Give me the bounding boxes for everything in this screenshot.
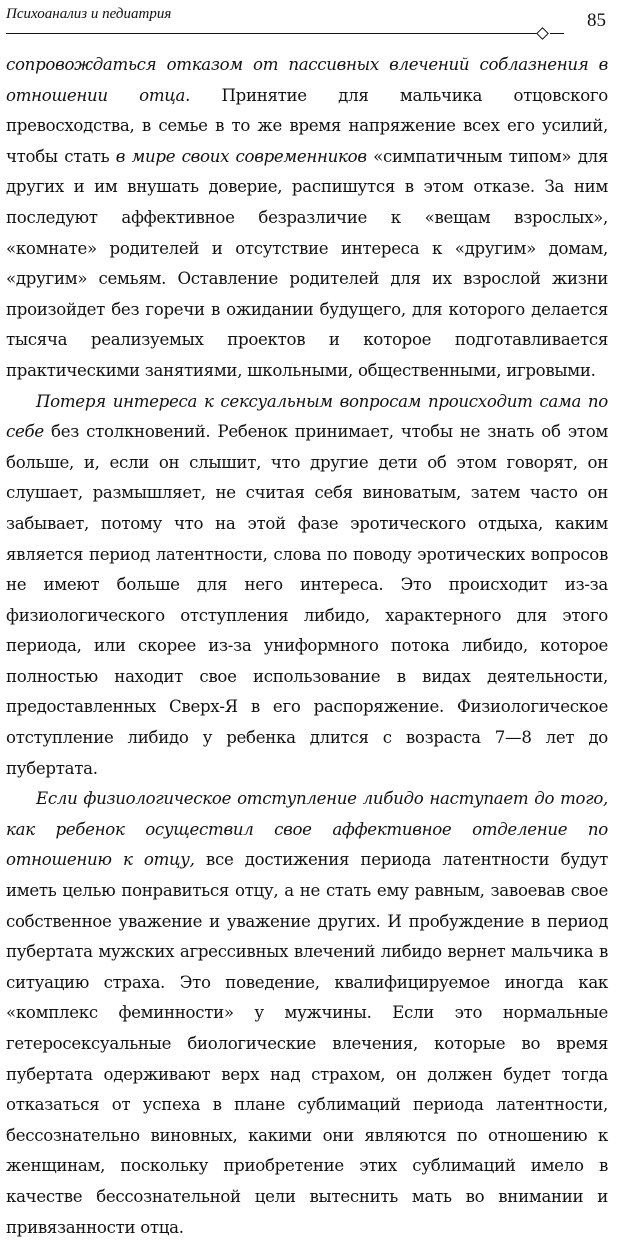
paragraph-3 bbox=[6, 784, 608, 1243]
text-run: без столкновений. Ребенок принимает, чтобы не знать об этом больше, и, если он слышит, что другие дети об этом говорят, он слушает, размышляет, не считая себя виноватым, затем часто он забывает, потому что на этой фазе эротического отдыха, каким является период латентности, слова по поводу эротических вопросов не имеют больше для него интереса. Это происходит из-за физиологического отступления либидо, характерного для этого периода, или скорее из-за униформного потока либидо, которое полностью находит свое использование в видах деятельности, предоставленных Сверх-Я в его распоряжение. Физиологическое отступление либидо у ребенка длится с возраста 7—8 лет до пубертата. bbox=[6, 422, 608, 778]
paragraph-1 bbox=[6, 50, 608, 387]
text-run: Потеря интереса к сексуальным вопросам происходит сама по себе bbox=[6, 391, 608, 442]
body-text bbox=[6, 50, 608, 1243]
paragraph-2 bbox=[6, 387, 608, 785]
running-title: Психоанализ и педиатрия bbox=[6, 6, 172, 22]
header-diamond-ornament bbox=[536, 27, 549, 40]
text-run: Если физиологическое отступление либидо наступает до того, как ребенок осуществил свое аффективное отделение по отношению к отцу, bbox=[6, 789, 608, 870]
text-run: «симпатичным типом» для других и им внушать доверие, распишутся в этом отказе. За ним последуют аффективное безразличие к «вещам взрослых», «комнате» родителей и отсутствие интереса к «другим» домам, «другим» семьям. Оставление родителей для их взрослой жизни произойдет без горечи в ожидании будущего, для которого делается тысяча реализуемых проектов и которое подготавливается практическими занятиями, школьными, общественными, игровыми. bbox=[6, 146, 609, 380]
header-rule-end bbox=[550, 33, 564, 34]
text-run: все достижения периода латентности будут иметь целью понравиться отцу, а не стать ему равным, завоевав свое собственное уважение и уважение других. И пробуждение в период пубертата мужских агрессивных влечений либидо вернет мальчика в ситуацию страха. Это поведение, квалифицируемое иногда как «комплекс феминности» у мужчины. Если это нормальные гетеросексуальные биологические влечения, которые во время пубертата одерживают верх над страхом, он должен будет тогда отказаться от успеха в плане сублимаций периода латентности, бессознательно виновных, какими они являются по отношению к женщинам, поскольку приобретение этих сублимаций имело в качестве бессознательной цели вытеснить мать во внимании и привязанности отца. bbox=[6, 850, 608, 1237]
text-run: Принятие для мальчика отцовского превосходства, в семье в то же время напряжение всех его усилий, чтобы стать bbox=[6, 85, 608, 166]
text-run: в мире своих современников bbox=[115, 146, 367, 166]
page-number: 85 bbox=[587, 10, 606, 31]
page-header bbox=[6, 2, 608, 42]
text-run: сопровождаться отказом от пассивных влечений соблазнения в отношении отца. bbox=[6, 55, 608, 105]
header-rule bbox=[6, 33, 542, 34]
